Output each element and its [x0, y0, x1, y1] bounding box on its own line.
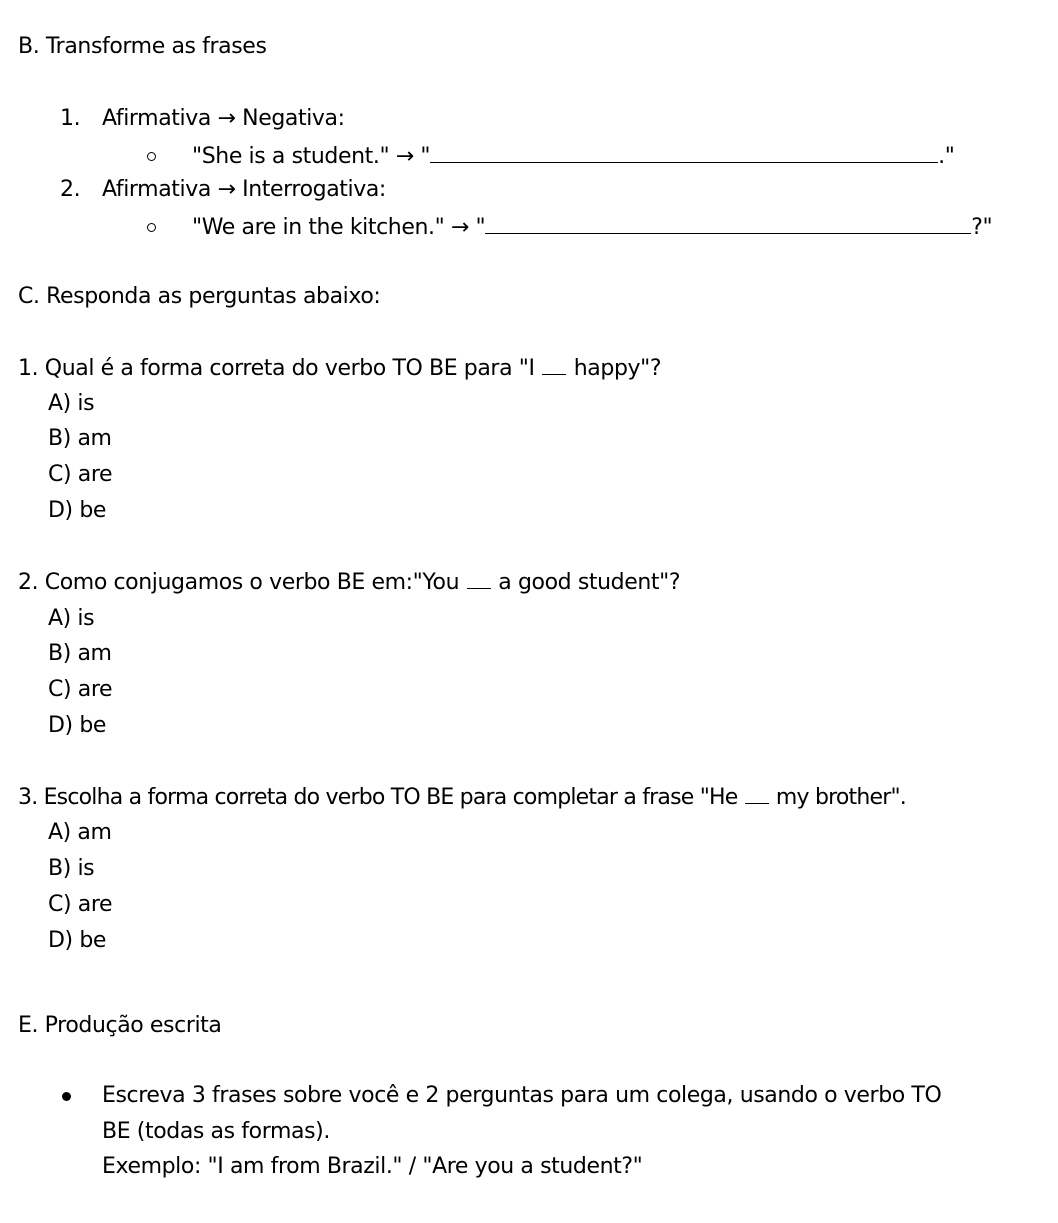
- item-b1-sentence-end: .": [938, 144, 955, 169]
- question-3-option-a[interactable]: A) am: [48, 820, 112, 845]
- answer-blank-b2[interactable]: [485, 211, 971, 234]
- instruction-line-2: BE (todas as formas).: [102, 1119, 330, 1144]
- bullet-dot-icon: [62, 1092, 71, 1101]
- question-2-option-a[interactable]: A) is: [48, 606, 95, 631]
- item-b1-sentence: [192, 140, 954, 172]
- section-c-title: C. Responda as perguntas abaixo:: [18, 284, 381, 309]
- instruction-line-1: Escreva 3 frases sobre você e 2 perguntas para um colega, usando o verbo TO: [102, 1083, 942, 1108]
- section-b-title: B. Transforme as frases: [18, 34, 267, 59]
- circle-bullet-icon: [147, 152, 156, 161]
- answer-blank-b1[interactable]: [430, 140, 938, 163]
- question-2-option-d[interactable]: D) be: [48, 713, 107, 738]
- item-b1-label: Afirmativa → Negativa:: [102, 106, 345, 131]
- question-2-option-c[interactable]: C) are: [48, 677, 113, 702]
- question-2-option-b[interactable]: B) am: [48, 641, 112, 666]
- example-line: Exemplo: "I am from Brazil." / "Are you a student?": [102, 1154, 643, 1179]
- item-b2-sentence: [192, 211, 992, 243]
- question-3-option-b[interactable]: B) is: [48, 856, 95, 881]
- question-1: 1. Qual é a forma correta do verbo TO BE para "I happy"?: [18, 356, 662, 381]
- question-1-option-c[interactable]: C) are: [48, 462, 113, 487]
- section-e-title: E. Produção escrita: [18, 1013, 222, 1038]
- item-b1-number: 1.: [60, 106, 81, 131]
- question-3: 3. Escolha a forma correta do verbo TO BE para completar a frase "He my brother".: [18, 785, 906, 810]
- question-2-blank[interactable]: [467, 568, 491, 589]
- question-1-option-b[interactable]: B) am: [48, 426, 112, 451]
- item-b2-number: 2.: [60, 177, 81, 202]
- item-b2-sentence-start: "We are in the kitchen." → ": [192, 215, 486, 240]
- question-1-option-d[interactable]: D) be: [48, 498, 107, 523]
- question-3-option-c[interactable]: C) are: [48, 892, 113, 917]
- question-2: 2. Como conjugamos o verbo BE em:"You a good student"?: [18, 570, 681, 595]
- question-3-blank[interactable]: [745, 783, 769, 804]
- item-b2-label: Afirmativa → Interrogativa:: [102, 177, 386, 202]
- question-1-option-a[interactable]: A) is: [48, 391, 95, 416]
- question-3-option-d[interactable]: D) be: [48, 928, 107, 953]
- item-b2-sentence-end: ?": [971, 215, 993, 240]
- question-1-blank[interactable]: [542, 354, 566, 375]
- circle-bullet-icon: [147, 223, 156, 232]
- item-b1-sentence-start: "She is a student." → ": [192, 144, 431, 169]
